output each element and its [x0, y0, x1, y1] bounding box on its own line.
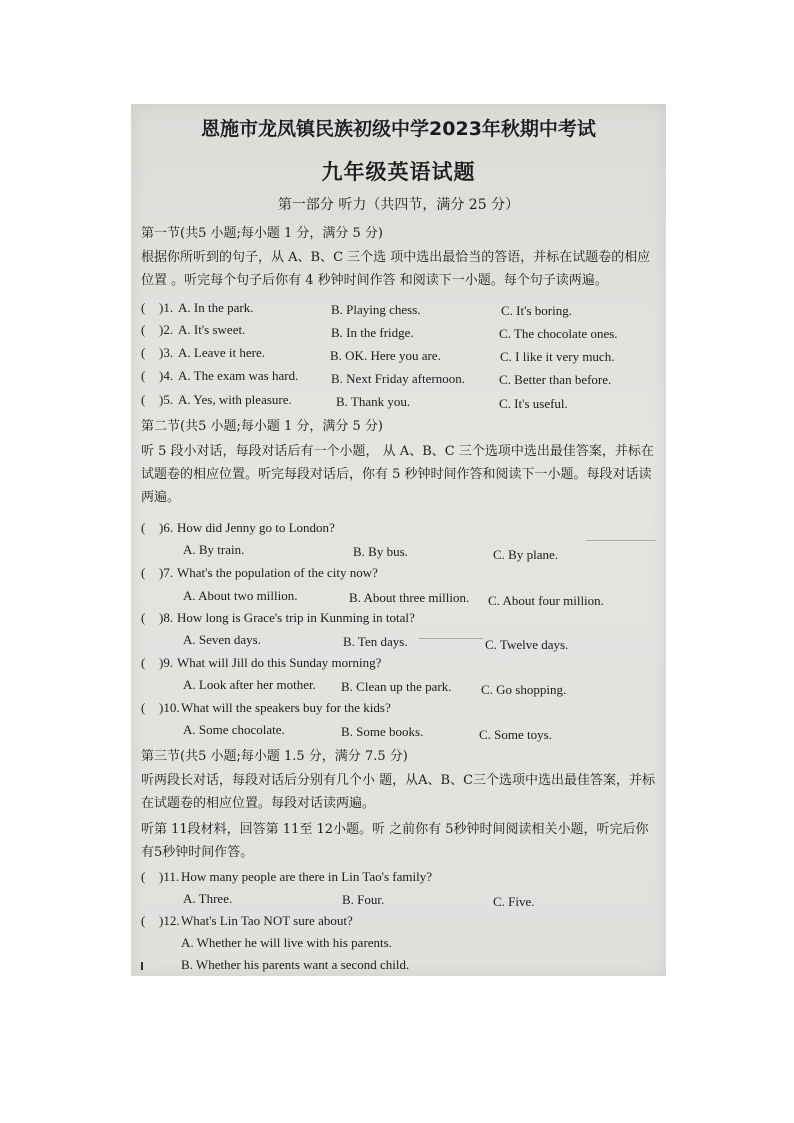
option-c: C. About four million.	[488, 593, 604, 608]
question-number: )8.	[159, 610, 174, 625]
option-b: B. Four.	[342, 892, 385, 907]
section-1-heading: 第一节(共5 小题;每小题 1 分，满分 5 分)	[141, 226, 383, 241]
answer-paren[interactable]: (	[141, 345, 146, 360]
answer-paren[interactable]: (	[141, 322, 146, 337]
part-one-title: 第一部分 听力（共四节，满分 25 分）	[277, 197, 520, 213]
question-number: )12.	[159, 913, 180, 928]
question-number: )11.	[159, 869, 180, 884]
answer-paren[interactable]: (	[141, 913, 146, 928]
option-a: A. Whether he will live with his parents.	[181, 935, 392, 950]
question-number: )1.	[159, 300, 174, 315]
option-a: A. Leave it here.	[178, 345, 265, 360]
question-stem: How long is Grace's trip in Kunming in total?	[177, 610, 415, 625]
question-stem: What will the speakers buy for the kids?	[181, 700, 391, 715]
question-number: )3.	[159, 345, 174, 360]
option-c: C. It's boring.	[501, 303, 572, 318]
answer-paren[interactable]: (	[141, 655, 146, 670]
question-number: )7.	[159, 565, 174, 580]
answer-paren[interactable]: (	[141, 565, 146, 580]
option-b: B. About three million.	[349, 590, 470, 605]
option-a: A. About two million.	[183, 588, 298, 603]
answer-paren[interactable]: (	[141, 610, 146, 625]
option-a: A. Seven days.	[183, 632, 261, 647]
question-stem: What's the population of the city now?	[177, 565, 378, 580]
section-3-heading: 第三节(共5 小题;每小题 1.5 分，满分 7.5 分)	[141, 749, 408, 764]
option-c: C. Better than before.	[499, 372, 612, 387]
question-number: )10.	[159, 700, 180, 715]
option-c: C. Go shopping.	[481, 682, 567, 697]
scan-mark	[419, 638, 483, 639]
option-c: C. Some toys.	[479, 727, 552, 742]
question-number: )5.	[159, 392, 174, 407]
section-1-instruction: 根据你所听到的句子，从 A、B、C 三个选 项中选出最恰当的答语，并标在试题卷的相应位置 。听完每个句子后你有 4 秒钟时间作答 和阅读下一小题。每个句子读两遍。	[141, 250, 651, 288]
option-c: C. By plane.	[493, 547, 558, 562]
answer-paren[interactable]: (	[141, 300, 146, 315]
exam-paper	[131, 104, 666, 976]
question-number: )4.	[159, 368, 174, 383]
question-stem: What's Lin Tao NOT sure about?	[181, 913, 353, 928]
option-b: B. In the fridge.	[331, 325, 414, 340]
option-b: B. Playing chess.	[331, 302, 421, 317]
option-a: A. By train.	[183, 542, 245, 557]
option-a: A. Three.	[183, 891, 233, 906]
option-a: A. The exam was hard.	[178, 368, 299, 383]
exam-subject-title: 九年级英语试题	[321, 160, 476, 184]
option-a: A. Some chocolate.	[183, 722, 285, 737]
answer-paren[interactable]: (	[141, 520, 146, 535]
option-b: B. Some books.	[341, 724, 424, 739]
option-b: B. Clean up the park.	[341, 679, 452, 694]
option-b: B. Thank you.	[336, 394, 411, 409]
option-b: B. OK. Here you are.	[330, 348, 441, 363]
option-a: A. In the park.	[178, 300, 254, 315]
question-stem: What will Jill do this Sunday morning?	[177, 655, 382, 670]
question-stem: How did Jenny go to London?	[177, 520, 335, 535]
section-3-instruction: 听两段长对话，每段对话后分别有几个小 题，从A、B、C三个选项中选出最佳答案，并标 在试题卷的相应位置。每段对话读两遍。	[141, 773, 656, 811]
section-2-heading: 第二节(共5 小题;每小题 1 分，满分 5 分)	[141, 419, 383, 434]
question-number: )9.	[159, 655, 174, 670]
scan-mark	[586, 540, 656, 541]
answer-paren[interactable]: (	[141, 869, 146, 884]
option-b: B. Next Friday afternoon.	[331, 371, 465, 386]
answer-paren[interactable]: (	[141, 392, 146, 407]
school-exam-title: 恩施市龙凤镇民族初级中学2023年秋期中考试	[201, 118, 596, 140]
question-number: )6.	[159, 520, 174, 535]
option-b: B. Ten days.	[343, 634, 408, 649]
option-a: A. It's sweet.	[178, 322, 246, 337]
option-c: C. Twelve days.	[485, 637, 569, 652]
question-stem: How many people are there in Lin Tao's family?	[181, 869, 432, 884]
section-2-instruction: 听 5 段小对话，每段对话后有一个小题， 从 A、B、C 三个选项中选出最佳答案，并标在 试题卷的相应位置。听完每段对话后，你有 5 秒钟时间作答和阅读下一小题。每段对话读 两遍。	[141, 444, 654, 505]
option-c: C. Five.	[493, 894, 535, 909]
option-b: B. By bus.	[353, 544, 408, 559]
scan-mark	[141, 962, 143, 970]
answer-paren[interactable]: (	[141, 700, 146, 715]
option-c: C. I like it very much.	[500, 349, 615, 364]
option-b: B. Whether his parents want a second child.	[181, 957, 410, 972]
option-c: C. It's useful.	[499, 396, 568, 411]
option-a: A. Yes, with pleasure.	[178, 392, 292, 407]
question-number: )2.	[159, 322, 174, 337]
option-a: A. Look after her mother.	[183, 677, 316, 692]
answer-paren[interactable]: (	[141, 368, 146, 383]
option-c: C. The chocolate ones.	[499, 326, 618, 341]
section-3-material-note: 听第 11段材料，回答第 11至 12小题。听 之前你有 5秒钟时间阅读相关小题，听完后你 有5秒钟时间作答。	[141, 822, 649, 860]
